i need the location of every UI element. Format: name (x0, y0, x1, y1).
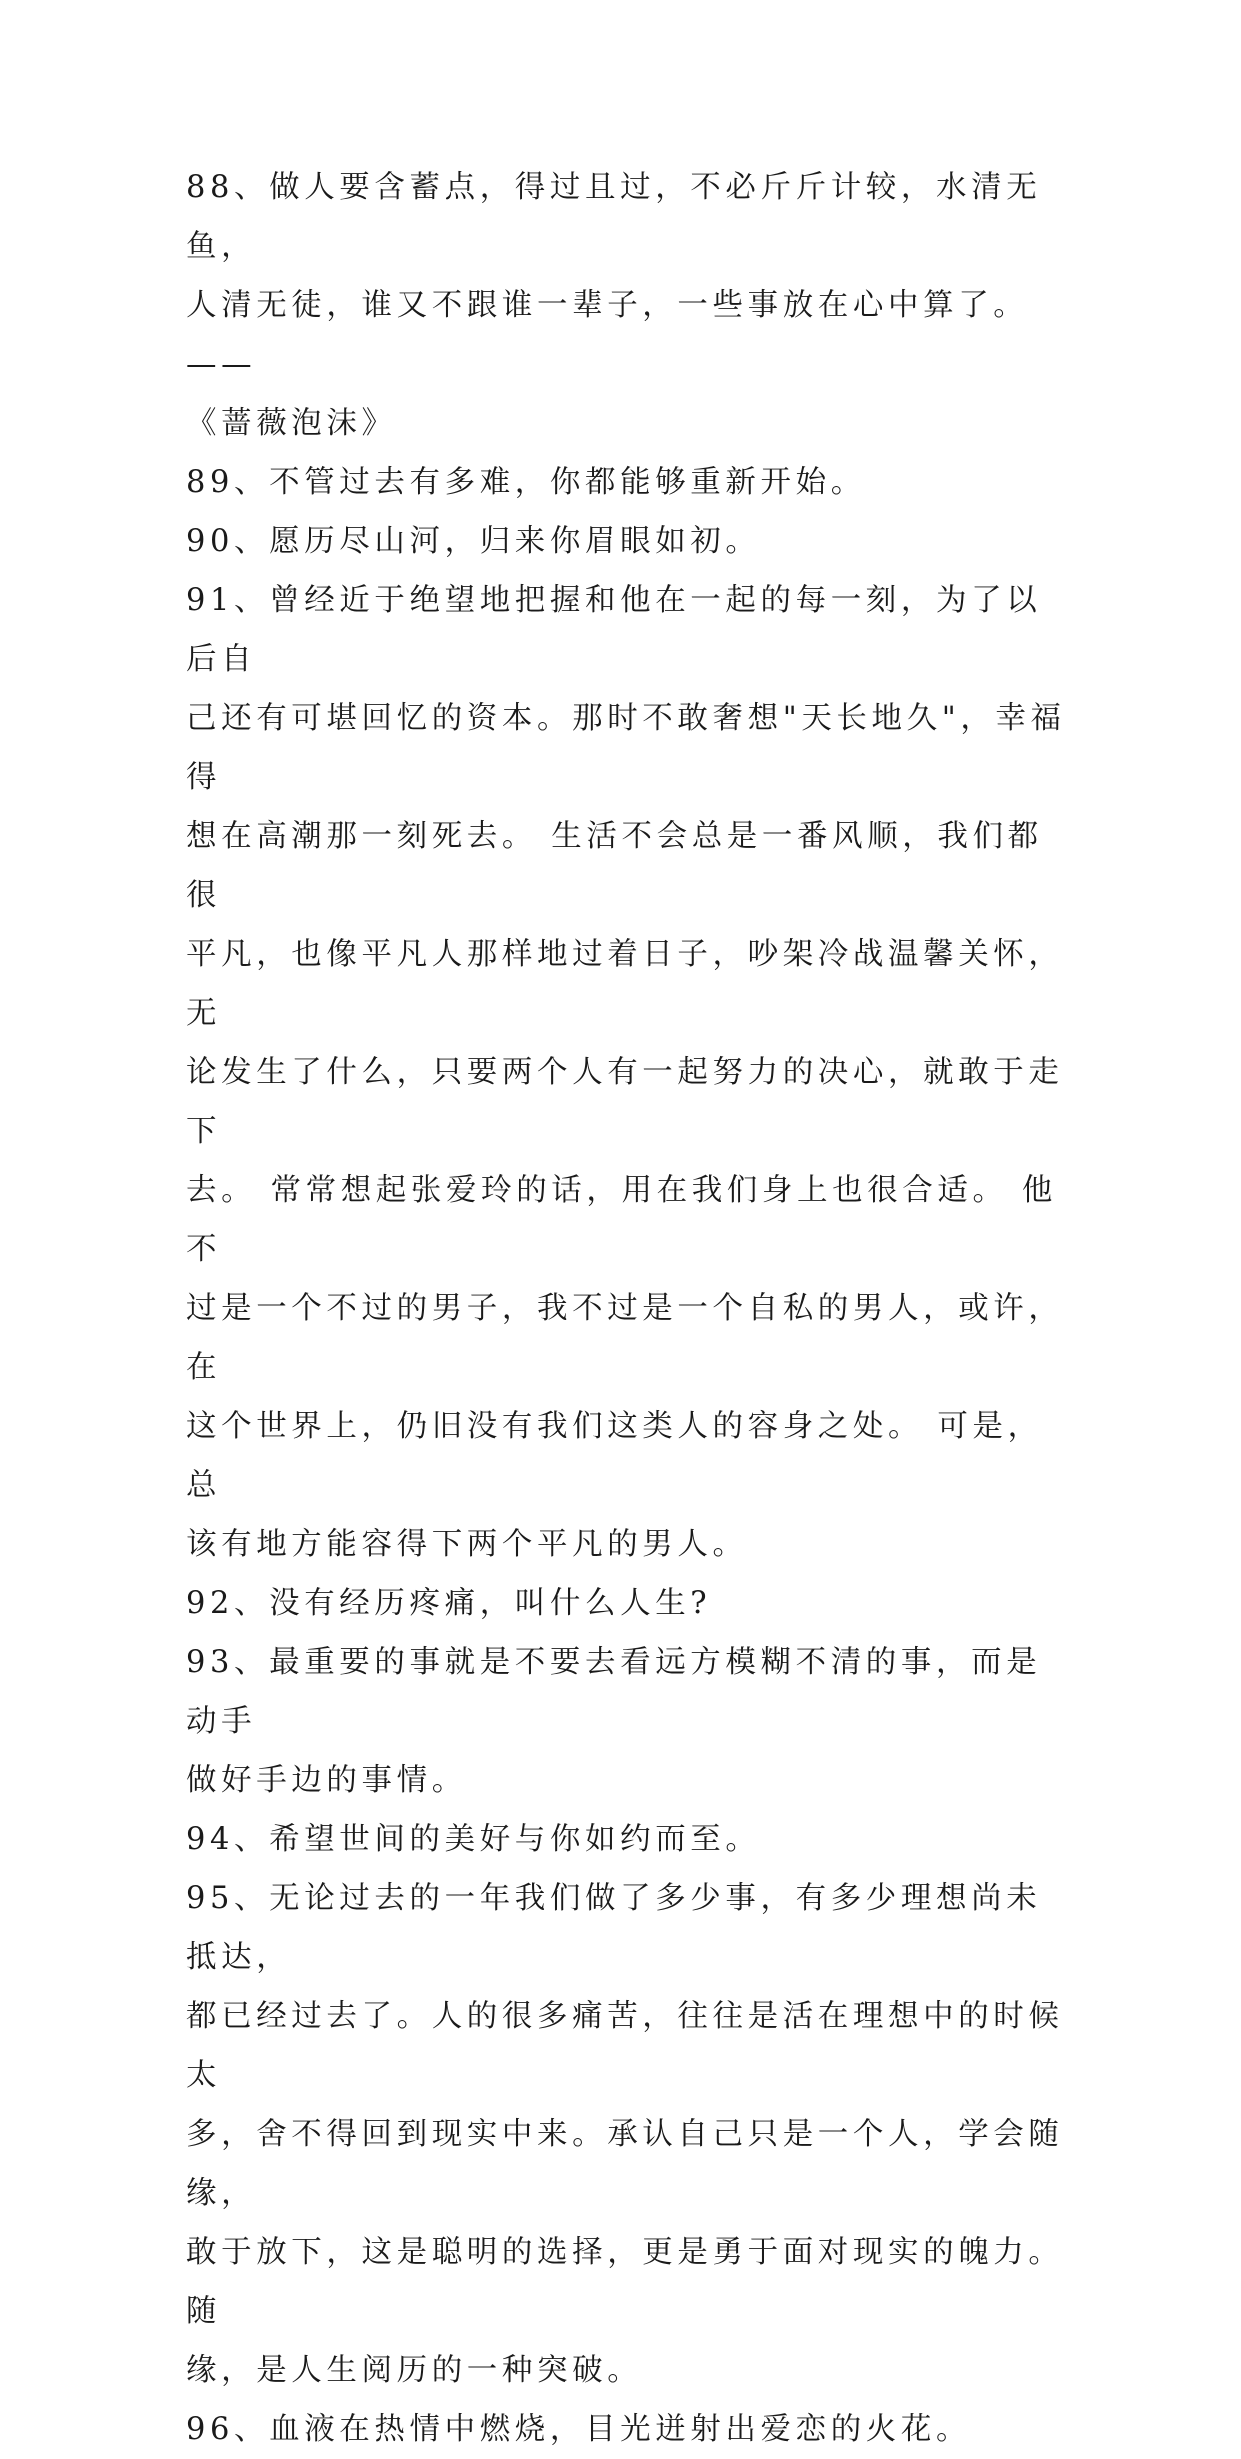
quote-entry-92: 92、没有经历疼痛，叫什么人生? (186, 1586, 712, 1621)
document-body (186, 158, 1066, 2459)
quote-entry-88: 88、做人要含蓄点，得过且过，不必斤斤计较，水清无鱼， 人清无徒，谁又不跟谁一辈子，一些事放在心中算了。—— 《蔷薇泡沫》 (186, 170, 1042, 441)
quote-entry-90: 90、愿历尽山河，归来你眉眼如初。 (186, 524, 761, 559)
quote-entry-91: 91、曾经近于绝望地把握和他在一起的每一刻，为了以后自 己还有可堪回忆的资本。那时不敢奢想"天长地久"，幸福得 想在高潮那一刻死去。 生活不会总是一番风顺，我们都很 平凡，也像平凡人那样地过着日子，吵架冷战温馨关怀，无 论发生了什么，只要两个人有一起努力的决心，就敢于走下 去。 常常想起张爱玲的话，用在我们身上也很合适。 他不 过是一个不过的男子，我不过是一个自私的男人，或许，在 这个世界上，仍旧没有我们这类人的容身之处。 可是，总 该有地方能容得下两个平凡的男人。 (186, 583, 1066, 1562)
quote-entry-93: 93、最重要的事就是不要去看远方模糊不清的事，而是动手 做好手边的事情。 (186, 1645, 1042, 1798)
quote-entry-89: 89、不管过去有多难，你都能够重新开始。 (186, 465, 866, 500)
quote-entry-94: 94、希望世间的美好与你如约而至。 (186, 1822, 761, 1857)
quote-entry-95: 95、无论过去的一年我们做了多少事，有多少理想尚未抵达， 都已经过去了。人的很多痛苦，往往是活在理想中的时候太 多，舍不得回到现实中来。承认自己只是一个人，学会随缘， 敢于放下，这是聪明的选择，更是勇于面对现实的魄力。随 缘，是人生阅历的一种突破。 (186, 1881, 1064, 2388)
quote-entry-96: 96、血液在热情中燃烧，目光迸射出爱恋的火花。 (186, 2412, 972, 2447)
